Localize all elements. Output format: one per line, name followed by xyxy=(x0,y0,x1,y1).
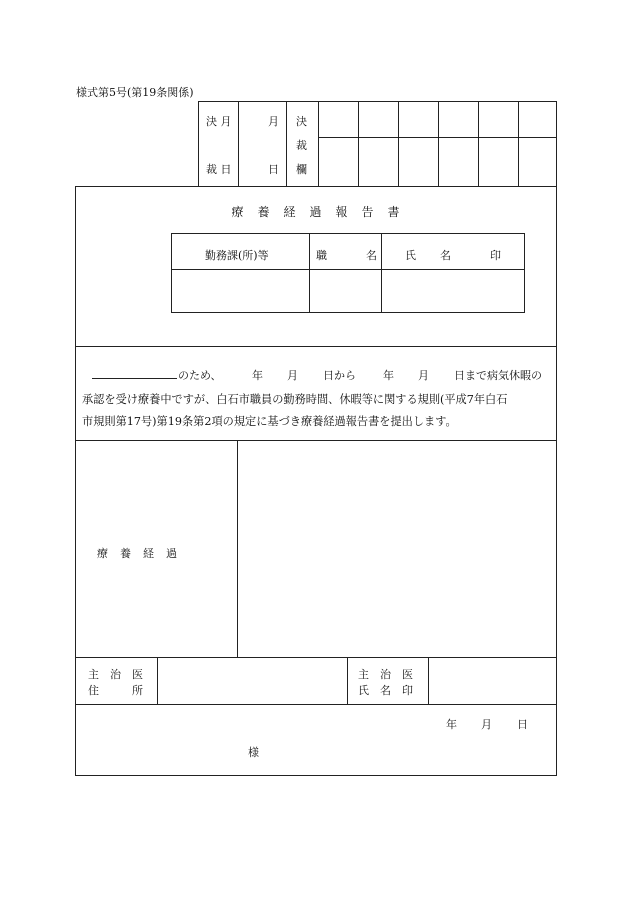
header-position-2: 名 xyxy=(366,249,377,262)
statement-suffix: のため、 xyxy=(178,369,222,382)
approval-decision-day: 裁 日 xyxy=(206,163,232,176)
header-department: 勤務課(所)等 xyxy=(205,249,269,262)
footer-month: 月 xyxy=(481,718,492,731)
date1-month: 月 xyxy=(287,369,298,382)
progress-input-area[interactable] xyxy=(239,442,555,656)
form-title: 療 養 経 過 報 告 書 xyxy=(231,205,401,219)
doctor-name-label-bottom: 氏 名 印 xyxy=(358,684,413,697)
header-name-1: 氏 xyxy=(405,249,416,262)
approval-column-char-1: 決 xyxy=(296,115,307,128)
doctor-name-label-top: 主 治 医 xyxy=(358,668,413,681)
employee-info-table xyxy=(171,233,525,313)
approval-box xyxy=(198,101,557,187)
header-position-1: 職 xyxy=(316,249,327,262)
approval-month-label: 月 xyxy=(268,115,279,128)
statement-line-2: 承認を受け療養中ですが、白石市職員の勤務時間、休暇等に関する規則(平成7年白石 xyxy=(82,393,508,406)
date1-day: 日から xyxy=(323,369,356,382)
date2-year: 年 xyxy=(383,369,394,382)
progress-label: 療 養 経 過 xyxy=(97,547,178,560)
doctor-address-label-top: 主 治 医 xyxy=(88,668,143,681)
doctor-address-label-bottom: 住 所 xyxy=(88,684,143,697)
footer-year: 年 xyxy=(446,718,457,731)
footer-honorific: 様 xyxy=(248,746,259,759)
header-seal: 印 xyxy=(490,249,501,262)
date2-month: 月 xyxy=(418,369,429,382)
footer-day: 日 xyxy=(517,718,528,731)
header-name-2: 名 xyxy=(440,249,451,262)
form-number: 様式第5号(第19条関係) xyxy=(76,86,194,99)
doctor-address-input[interactable] xyxy=(159,659,345,702)
statement-line-3: 市規則第17号)第19条第2項の規定に基づき療養経過報告書を提出します。 xyxy=(82,415,457,428)
date1-year: 年 xyxy=(252,369,263,382)
doctor-name-input[interactable] xyxy=(430,659,555,702)
approval-column-char-3: 欄 xyxy=(296,163,307,176)
date2-day: 日まで病気休暇の xyxy=(454,369,542,382)
approval-decision-month: 決 月 xyxy=(206,115,232,128)
approval-column-char-2: 裁 xyxy=(296,139,307,152)
reason-blank-line xyxy=(92,378,177,379)
approval-day-label: 日 xyxy=(268,163,279,176)
